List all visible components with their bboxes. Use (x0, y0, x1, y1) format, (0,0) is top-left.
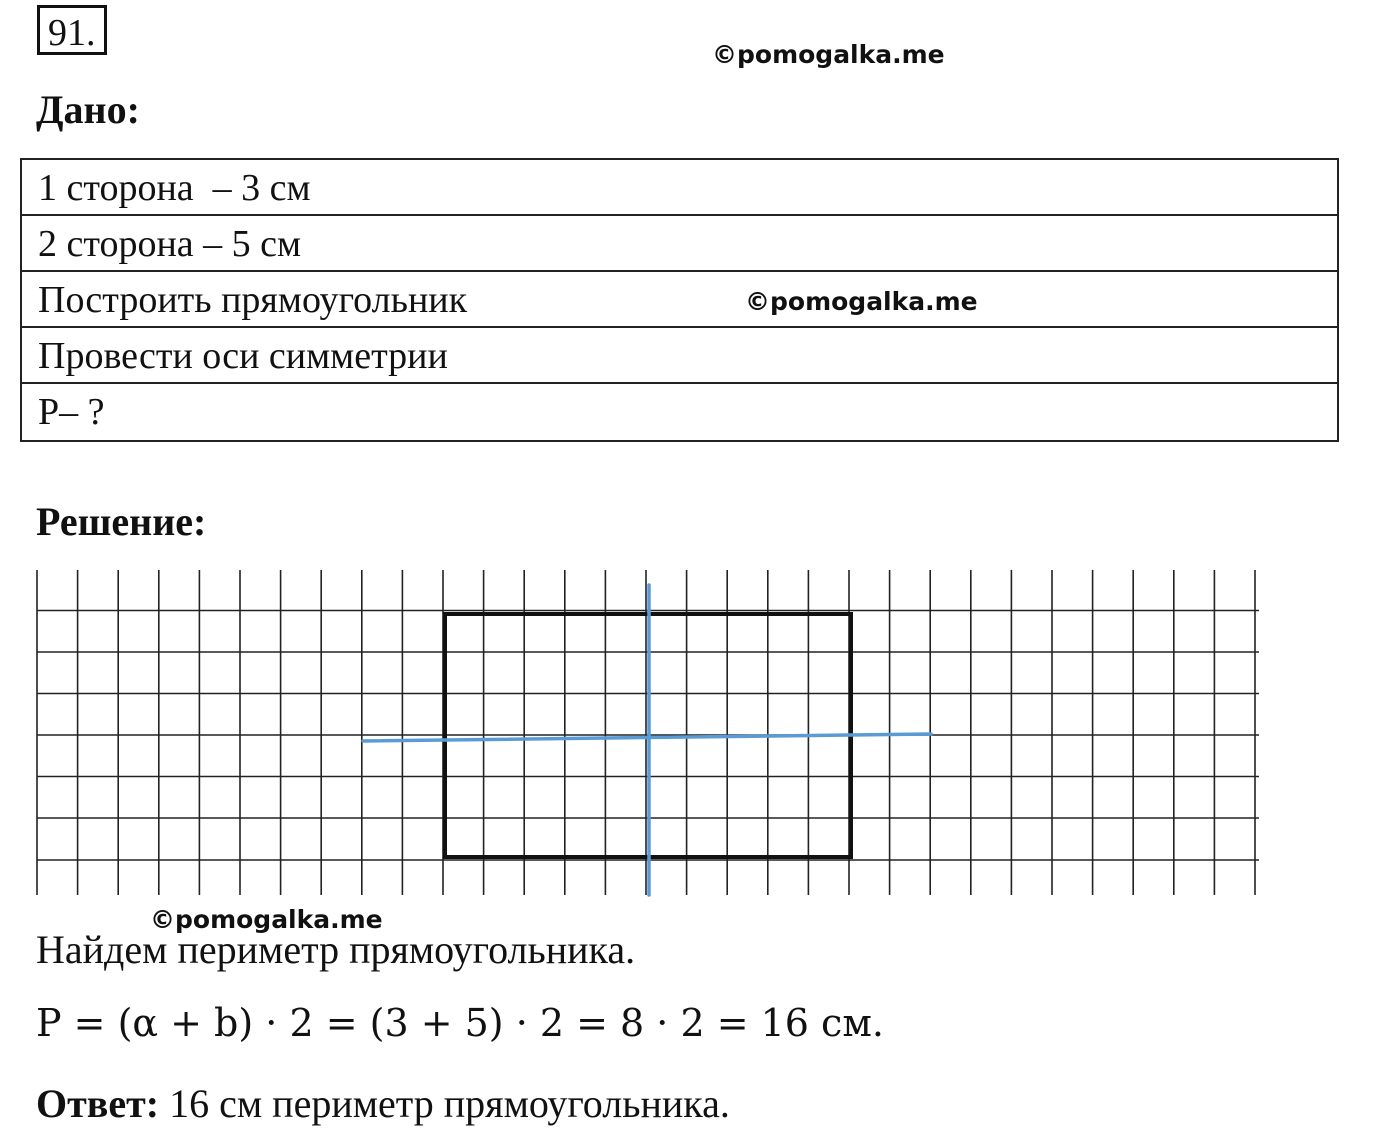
task-number: 91. (37, 5, 107, 55)
given-row: 1 сторона – 3 см (22, 160, 1337, 216)
answer-label: Ответ: (36, 1081, 160, 1126)
answer-line (36, 1080, 730, 1127)
watermark: ©pomogalka.me (712, 40, 945, 69)
perimeter-formula: P = (α + b) · 2 = (3 + 5) · 2 = 8 · 2 = 16 см. (36, 1001, 884, 1045)
solution-heading: Решение: (36, 499, 207, 544)
given-row: Построить прямоугольник (22, 272, 1337, 328)
watermark: ©pomogalka.me (150, 905, 383, 934)
given-table (20, 158, 1339, 442)
solution-text: Найдем периметр прямоугольника. (36, 927, 636, 972)
graph-paper-drawing (0, 560, 1400, 905)
given-row: P– ? (38, 391, 105, 433)
given-row: Провести оси симметрии (22, 328, 1337, 384)
answer-text: 16 см периметр прямоугольника. (159, 1081, 730, 1126)
given-row: 2 сторона – 5 см (22, 216, 1337, 272)
watermark: ©pomogalka.me (745, 287, 978, 316)
given-heading: Дано: (36, 87, 140, 132)
